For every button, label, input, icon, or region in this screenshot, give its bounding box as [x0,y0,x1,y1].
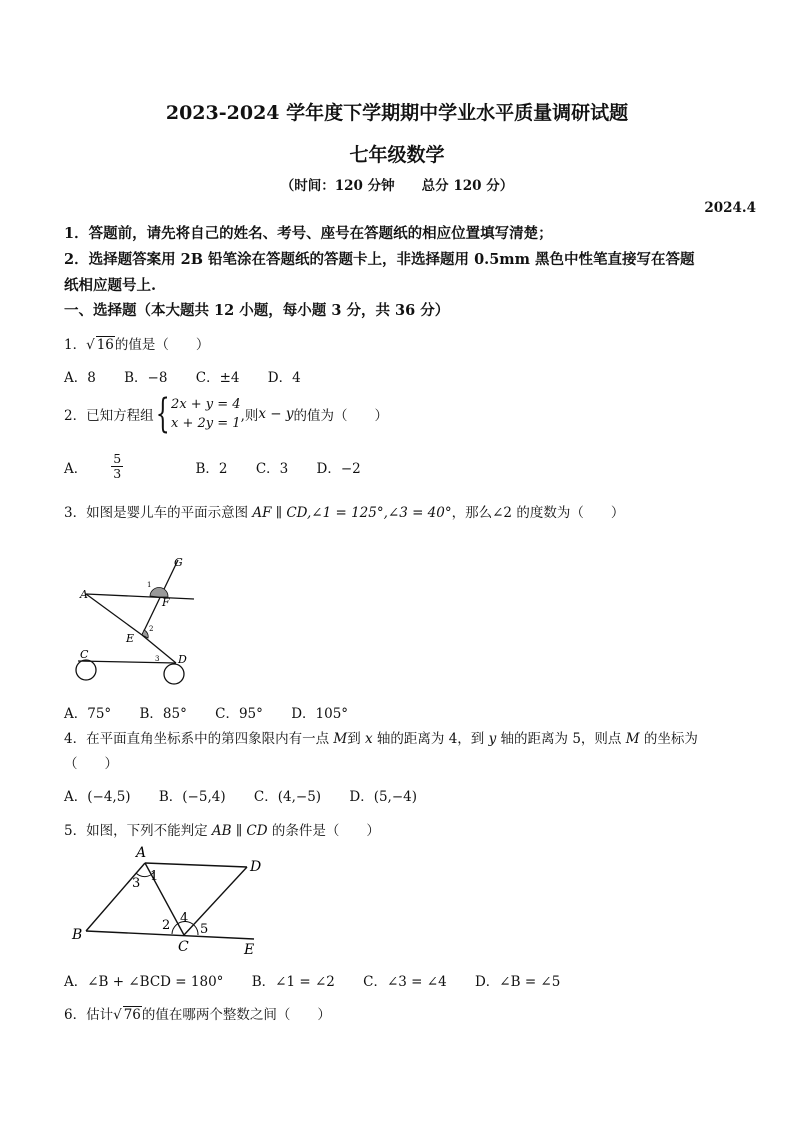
q3-options [64,702,372,722]
q3-option-c[interactable]: C．95° [215,706,263,722]
q3-label-a: A [80,588,88,601]
q4-text-e: 的坐标为 [639,731,698,747]
q4-option-c[interactable]: C．(4,−5) [253,789,322,805]
q4-option-a[interactable]: A．(−4,5) [64,789,131,805]
q2-option-b[interactable]: B．2 [195,460,228,477]
q2-fraction-den: 3 [113,466,122,481]
q4-text-a: 4．在平面直角坐标系中的第四象限内有一点 [64,731,334,747]
q5-line-ad [145,863,247,867]
q5-label-2: 2 [162,918,171,933]
q5-geometry-diagram [64,842,274,962]
q2-option-a[interactable] [64,451,171,481]
q1-option-a[interactable]: A．8 [64,370,96,386]
q2-prefix: 2．已知方程组 [64,408,154,424]
q5-label-a: A [136,845,147,861]
q4-text-d: 轴的距离为 5，则点 [496,731,626,747]
q2-suffix: ,则 [240,408,259,424]
q2-option-a-label: A． [64,460,88,477]
q6-radicand: 76 [123,1007,141,1023]
exam-date: 2024.4 [704,200,756,216]
q3-suffix: ，那么∠2 的度数为（ ） [451,505,625,521]
q4-point-m: M [333,731,348,747]
exam-meta: （时间：120 分钟 总分 120 分） [280,178,514,194]
q5-options [64,970,584,990]
q2-eq2: x + 2y = 1 [171,416,241,431]
question-4 [64,727,698,747]
q1-option-c[interactable]: C．±4 [195,370,240,386]
q1-prefix: 1． [64,337,87,353]
q3-wheel-left [76,660,96,680]
q2-system [171,395,241,433]
q3-math: AF ∥ CD,∠1 = 125°,∠3 = 40° [252,505,452,521]
q3-label-2: 2 [149,625,154,633]
q5-suffix: 的条件是（ ） [267,823,380,839]
q4-text-c: 轴的距离为 4，到 [372,731,489,747]
q2-brace: { [155,391,170,437]
note-2: 2．选择题答案用 2B 铅笔涂在答题纸的答题卡上，非选择题用 0.5mm 黑色中性笔直接写在答题 [64,251,695,268]
q4-option-b[interactable]: B．(−5,4) [158,789,226,805]
q5-label-3: 3 [132,876,141,891]
q5-label-d: D [250,859,262,875]
question-5 [64,819,380,839]
q2-eq1: 2x + y = 4 [171,397,241,412]
q1-options [64,366,325,386]
q5-label-b: B [72,927,83,943]
q2-option-d[interactable]: D．−2 [316,460,361,477]
q5-label-4: 4 [180,911,189,926]
q2-option-c[interactable]: C．3 [255,460,289,477]
q1-radicand: 16 [96,337,114,353]
q3-label-3: 3 [155,655,160,663]
q3-wheel-right [164,664,184,684]
q3-text: 3．如图是婴儿车的平面示意图 [64,505,253,521]
q1-option-b[interactable]: B．−8 [124,370,168,386]
q6-prefix: 6．估计 [64,1007,114,1023]
q2-expr: x − y [258,406,294,422]
q3-label-c: C [80,648,89,661]
q2-fraction-num: 5 [113,451,122,466]
q5-option-b[interactable]: B．∠1 = ∠2 [251,974,335,990]
exam-title: 2023-2024 学年度下学期期中学业水平质量调研试题 [165,102,629,124]
q4-axis-x: x [365,731,373,747]
q3-label-f: F [162,596,170,609]
q5-text: 5．如图，下列不能判定 [64,823,212,839]
q2-option-a-fraction [111,452,147,481]
q5-label-1: 1 [150,869,159,884]
q5-label-5: 5 [200,922,209,937]
q2-options [64,452,385,481]
q3-label-g: G [174,556,183,569]
q5-option-d[interactable]: D．∠B = ∠5 [474,974,561,990]
q4-options [64,785,441,805]
q3-line-ae [86,594,142,635]
question-3 [64,501,624,521]
q4-point-m2: M [625,731,640,747]
q3-label-1: 1 [147,581,152,589]
q5-label-c: C [178,939,189,955]
q5-option-a[interactable]: A．∠B + ∠BCD = 180° [64,974,224,990]
q4-text-b: 到 [347,731,366,747]
q5-option-c[interactable]: C．∠3 = ∠4 [363,974,447,990]
q3-stroller-diagram [64,550,214,690]
q5-label-e: E [244,942,255,958]
q1-suffix: 的值是（ ） [114,337,210,353]
q3-angle-2-mark [142,630,148,638]
q4-option-d[interactable]: D．(5,−4) [349,789,418,805]
question-6: 6．估计√ 76的值在哪两个整数之间（ ） [64,1007,331,1023]
q3-label-e: E [126,632,135,645]
q4-axis-y: y [488,731,497,747]
question-1: 1．√ 16的值是（ ） [64,337,210,353]
exam-subject: 七年级数学 [349,144,445,166]
section-heading: 一、选择题（本大题共 12 小题，每小题 3 分，共 36 分） [64,302,450,319]
q1-option-d[interactable]: D．4 [267,370,301,386]
question-2 [64,391,389,437]
q3-line-af [86,594,194,599]
q3-option-a[interactable]: A．75° [64,706,112,722]
q4-line-2: （ ） [64,756,118,772]
note-1: 1．答题前，请先将自己的姓名、考号、座号在答题纸的相应位置填写清楚； [64,225,553,242]
q3-option-d[interactable]: D．105° [291,706,349,722]
q6-suffix: 的值在哪两个整数之间（ ） [141,1007,331,1023]
note-3: 纸相应题号上. [64,277,157,294]
q2-suffix2: 的值为（ ） [293,408,389,424]
q3-option-b[interactable]: B．85° [139,706,187,722]
q5-math: AB ∥ CD [211,823,268,839]
q3-label-d: D [178,653,187,666]
